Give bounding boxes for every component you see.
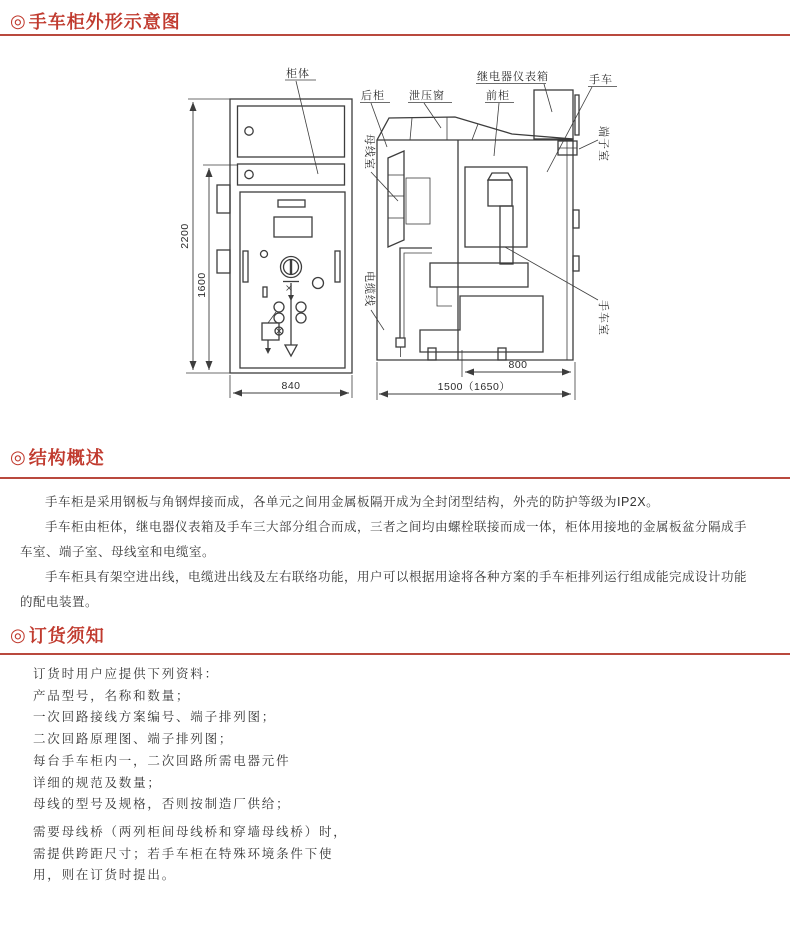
- structure-divider: [0, 477, 790, 479]
- structure-paragraph: 手车柜由柜体，继电器仪表箱及手车三大部分组合而成，三者之间均由螺栓联接而成一体，柜体用接地的金属板盆分隔成手车室、端子室、母线室和电缆室。: [20, 520, 748, 559]
- ordering-line: 二次回路原理图、端子排列图；: [33, 732, 234, 747]
- ordering-line: 订货时用户应提供下列资料：: [33, 667, 219, 681]
- label-handcart-compartment: 手车室: [597, 300, 609, 336]
- dim-width-front: 840: [281, 380, 301, 392]
- ordering-line: 母线的型号及规格，否则按制造厂供给；: [33, 797, 291, 812]
- label-rear-cabinet: 后柜: [361, 90, 385, 102]
- front-view: [217, 99, 352, 373]
- label-terminal-compartment: 端子室: [597, 126, 609, 162]
- label-front-cabinet: 前柜: [486, 90, 510, 102]
- ordering-title-text: 订货须知: [28, 626, 105, 646]
- title-divider: [0, 34, 790, 36]
- structure-paragraphs: [20, 490, 755, 615]
- ordering-line: 一次回路接线方案编号、端子排列图；: [33, 710, 277, 725]
- ordering-line: 每台手车柜内一，二次回路所需电器元件: [33, 753, 291, 768]
- ordering-bullet-icon: ◎: [10, 624, 27, 645]
- structure-section-title: [10, 444, 105, 470]
- label-cable-line: 电缆线: [363, 271, 375, 307]
- ordering-line: 需要母线桥（两列柜间母线桥和穿墙母线桥）时，: [33, 824, 348, 839]
- label-pressure-relief-window: 泄压窗: [409, 90, 445, 102]
- structure-title-text: 结构概述: [28, 448, 105, 468]
- dim-depth-total: 1500（1650）: [437, 381, 511, 393]
- title-bullet-icon: ◎: [10, 10, 27, 31]
- structure-bullet-icon: ◎: [10, 446, 27, 467]
- page-title-text: 手车柜外形示意图: [28, 12, 181, 32]
- label-handcart: 手车: [589, 74, 613, 86]
- dim-height-total: 2200: [179, 223, 191, 249]
- structure-paragraph: 手车柜是采用钢板与角钢焊接而成，各单元之间用金属板隔开成为全封闭型结构，外壳的防护等级为IP2X。: [45, 495, 660, 509]
- structure-paragraph: 手车柜具有架空进出线，电缆进出线及左右联络功能，用户可以根据用途将各种方案的手车柜排列运行组成能完成设计功能的配电装置。: [20, 570, 748, 609]
- ordering-line: 需提供跨距尺寸；若手车柜在特殊环境条件下使: [33, 846, 334, 861]
- ordering-divider: [0, 653, 790, 655]
- dim-depth-handcart: 800: [508, 359, 528, 371]
- ordering-line: 产品型号，名称和数量；: [33, 688, 191, 703]
- ordering-line: 详细的规范及数量；: [33, 775, 162, 790]
- page-title: [10, 8, 181, 34]
- label-busbar-compartment: 母线室: [363, 134, 375, 170]
- label-relay-instrument-box: 继电器仪表箱: [477, 71, 549, 83]
- dim-height-lower: 1600: [196, 272, 208, 298]
- ordering-section-title: [10, 622, 105, 648]
- side-view: [377, 90, 579, 360]
- front-view-dimension-lines: [186, 99, 352, 398]
- ordering-line: 用，则在订货时提出。: [33, 868, 177, 883]
- label-cabinet-body: 柜体: [286, 68, 310, 80]
- ordering-notes-list: [33, 664, 753, 887]
- cabinet-outline-diagram: [0, 60, 790, 405]
